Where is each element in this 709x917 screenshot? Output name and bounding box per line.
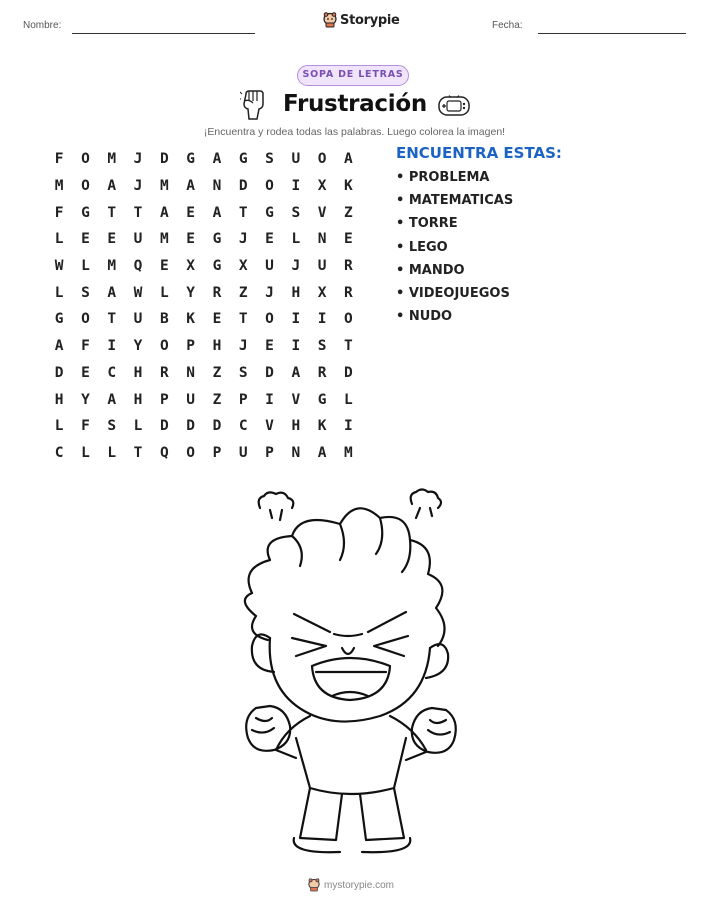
grid-letter: M xyxy=(159,178,169,195)
grid-letter: M xyxy=(159,231,169,248)
grid-letter: E xyxy=(265,338,274,355)
grid-letter: A xyxy=(317,444,327,461)
word-item: • TORRE xyxy=(396,216,458,232)
name-line xyxy=(72,33,255,34)
grid-letter: G xyxy=(212,231,222,248)
grid-letter: U xyxy=(291,151,301,168)
grid-letter: U xyxy=(238,444,248,461)
grid-letter: V xyxy=(317,204,327,221)
grid-letter: M xyxy=(107,151,117,168)
grid-letter: P xyxy=(159,391,169,408)
grid-letter: G xyxy=(238,151,248,168)
grid-letter: G xyxy=(186,151,195,168)
grid-letter: C xyxy=(107,364,117,381)
grid-letter: E xyxy=(344,231,353,248)
word-list-title: ENCUENTRA ESTAS: xyxy=(396,144,562,162)
grid-letter: I xyxy=(317,311,327,328)
grid-letter: Z xyxy=(212,391,222,408)
grid-letter: E xyxy=(186,204,195,221)
footer-url: mystorypie.com xyxy=(324,879,395,891)
grid-letter: I xyxy=(107,338,117,355)
grid-letter: L xyxy=(81,258,90,275)
grid-letter: P xyxy=(186,338,195,355)
grid-letter: F xyxy=(81,418,90,435)
grid-letter: E xyxy=(212,311,222,328)
grid-letter: H xyxy=(133,391,143,408)
grid-letter: H xyxy=(54,391,64,408)
grid-row xyxy=(46,199,362,226)
grid-letter: N xyxy=(291,444,301,461)
grid-letter: N xyxy=(317,231,327,248)
grid-letter: X xyxy=(317,284,327,301)
grid-letter: U xyxy=(133,231,143,248)
grid-letter: B xyxy=(159,311,169,328)
footer xyxy=(308,878,394,892)
grid-letter: X xyxy=(238,258,248,275)
raised-fist-icon xyxy=(240,90,266,120)
grid-letter: C xyxy=(238,418,248,435)
page-title: Frustración xyxy=(283,91,427,117)
grid-letter: S xyxy=(291,204,301,221)
grid-letter: A xyxy=(344,151,353,168)
grid-letter: F xyxy=(54,151,64,168)
grid-letter: J xyxy=(238,231,248,248)
grid-row xyxy=(46,306,362,333)
grid-letter: L xyxy=(107,444,117,461)
grid-letter: L xyxy=(54,418,64,435)
grid-letter: D xyxy=(344,364,353,381)
word-item: • MANDO xyxy=(396,262,465,278)
word-item: • MATEMATICAS xyxy=(396,193,514,209)
grid-letter: E xyxy=(81,364,90,381)
grid-letter: D xyxy=(265,364,274,381)
storypie-logo-icon xyxy=(308,878,320,892)
grid-letter: O xyxy=(265,178,274,195)
grid-letter: S xyxy=(238,364,248,381)
grid-letter: E xyxy=(81,231,90,248)
grid-letter: S xyxy=(317,338,327,355)
grid-letter: U xyxy=(133,311,143,328)
grid-letter: M xyxy=(54,178,64,195)
grid-letter: T xyxy=(344,338,353,355)
grid-letter: E xyxy=(265,231,274,248)
grid-letter: A xyxy=(54,338,64,355)
grid-letter: W xyxy=(133,284,143,301)
grid-letter: A xyxy=(212,204,222,221)
grid-letter: H xyxy=(291,284,301,301)
grid-letter: E xyxy=(107,231,117,248)
grid-letter: I xyxy=(291,338,301,355)
grid-letter: O xyxy=(344,311,353,328)
storypie-logo-icon xyxy=(323,12,337,28)
word-item: • VIDEOJUEGOS xyxy=(396,285,510,301)
grid-row xyxy=(46,279,362,306)
grid-letter: J xyxy=(265,284,274,301)
grid-row xyxy=(46,226,362,253)
grid-letter: P xyxy=(212,444,222,461)
grid-row xyxy=(46,333,362,360)
grid-letter: H xyxy=(133,364,143,381)
name-label: Nombre: xyxy=(23,20,62,31)
grid-letter: L xyxy=(81,444,90,461)
grid-letter: R xyxy=(317,364,327,381)
grid-letter: H xyxy=(212,338,222,355)
word-item: • NUDO xyxy=(396,309,453,325)
grid-letter: J xyxy=(291,258,301,275)
grid-letter: T xyxy=(238,204,248,221)
grid-letter: J xyxy=(133,178,143,195)
grid-letter: J xyxy=(238,338,248,355)
grid-letter: T xyxy=(107,311,117,328)
grid-letter: U xyxy=(265,258,274,275)
grid-letter: A xyxy=(212,151,222,168)
grid-letter: V xyxy=(291,391,301,408)
grid-row xyxy=(46,360,362,387)
grid-letter: A xyxy=(107,284,117,301)
grid-letter: S xyxy=(107,418,117,435)
grid-letter: M xyxy=(344,444,353,461)
grid-letter: D xyxy=(186,418,195,435)
grid-letter: T xyxy=(238,311,248,328)
grid-letter: L xyxy=(159,284,169,301)
grid-letter: R xyxy=(344,284,353,301)
grid-letter: L xyxy=(344,391,353,408)
grid-letter: T xyxy=(133,204,143,221)
grid-letter: O xyxy=(317,151,327,168)
activity-badge: SOPA DE LETRAS xyxy=(297,65,409,86)
grid-letter: H xyxy=(291,418,301,435)
grid-letter: S xyxy=(81,284,90,301)
grid-letter: X xyxy=(186,258,195,275)
grid-letter: O xyxy=(159,338,169,355)
word-search-grid xyxy=(46,146,362,466)
grid-letter: E xyxy=(186,231,195,248)
grid-letter: A xyxy=(291,364,301,381)
game-controller-icon xyxy=(438,95,470,117)
grid-letter: O xyxy=(81,178,90,195)
grid-letter: K xyxy=(317,418,327,435)
grid-letter: I xyxy=(265,391,274,408)
grid-row xyxy=(46,413,362,440)
grid-letter: Q xyxy=(159,444,169,461)
grid-letter: G xyxy=(54,311,64,328)
grid-letter: Y xyxy=(133,338,143,355)
grid-letter: T xyxy=(133,444,143,461)
grid-letter: U xyxy=(317,258,327,275)
grid-letter: P xyxy=(238,391,248,408)
grid-letter: Y xyxy=(186,284,195,301)
grid-letter: A xyxy=(159,204,169,221)
grid-letter: L xyxy=(54,284,64,301)
grid-letter: O xyxy=(81,151,90,168)
grid-letter: X xyxy=(317,178,327,195)
grid-letter: D xyxy=(159,151,169,168)
grid-letter: D xyxy=(54,364,64,381)
grid-letter: L xyxy=(291,231,301,248)
grid-letter: R xyxy=(159,364,169,381)
grid-letter: D xyxy=(212,418,222,435)
grid-letter: L xyxy=(54,231,64,248)
grid-letter: G xyxy=(81,204,90,221)
grid-row xyxy=(46,146,362,173)
grid-letter: T xyxy=(107,204,117,221)
grid-letter: G xyxy=(265,204,274,221)
grid-letter: P xyxy=(265,444,274,461)
grid-letter: K xyxy=(344,178,353,195)
grid-letter: A xyxy=(186,178,195,195)
grid-letter: I xyxy=(291,311,301,328)
grid-letter: N xyxy=(212,178,222,195)
grid-letter: E xyxy=(159,258,169,275)
grid-letter: K xyxy=(186,311,195,328)
grid-letter: Z xyxy=(238,284,248,301)
instructions: ¡Encuentra y rodea todas las palabras. Luego colorea la imagen! xyxy=(203,126,506,138)
grid-letter: M xyxy=(107,258,117,275)
word-item: • LEGO xyxy=(396,239,448,255)
grid-letter: Z xyxy=(344,204,353,221)
grid-letter: W xyxy=(54,258,64,275)
date-line xyxy=(538,33,686,34)
brand xyxy=(323,12,400,28)
word-list xyxy=(396,170,513,332)
grid-letter: G xyxy=(212,258,222,275)
grid-letter: L xyxy=(133,418,143,435)
grid-letter: D xyxy=(238,178,248,195)
grid-letter: Q xyxy=(133,258,143,275)
grid-letter: V xyxy=(265,418,274,435)
grid-letter: N xyxy=(186,364,195,381)
grid-row xyxy=(46,173,362,200)
grid-letter: O xyxy=(81,311,90,328)
grid-letter: R xyxy=(344,258,353,275)
grid-letter: C xyxy=(54,444,64,461)
brand-name: Storypie xyxy=(340,12,400,28)
grid-row xyxy=(46,440,362,467)
grid-letter: A xyxy=(107,391,117,408)
grid-letter: I xyxy=(291,178,301,195)
grid-letter: F xyxy=(54,204,64,221)
title-row xyxy=(0,88,709,124)
date-label: Fecha: xyxy=(492,20,523,31)
grid-letter: G xyxy=(317,391,327,408)
grid-letter: U xyxy=(186,391,195,408)
grid-letter: A xyxy=(107,178,117,195)
grid-letter: Z xyxy=(212,364,222,381)
word-item: • PROBLEMA xyxy=(396,170,490,185)
grid-letter: D xyxy=(159,418,169,435)
grid-letter: Y xyxy=(81,391,90,408)
grid-letter: F xyxy=(81,338,90,355)
grid-letter: I xyxy=(344,418,353,435)
grid-letter: S xyxy=(265,151,274,168)
grid-letter: O xyxy=(265,311,274,328)
grid-row xyxy=(46,253,362,280)
frustrated-boy-illustration xyxy=(230,488,480,858)
grid-row xyxy=(46,386,362,413)
grid-letter: J xyxy=(133,151,143,168)
grid-letter: O xyxy=(186,444,195,461)
grid-letter: R xyxy=(212,284,222,301)
